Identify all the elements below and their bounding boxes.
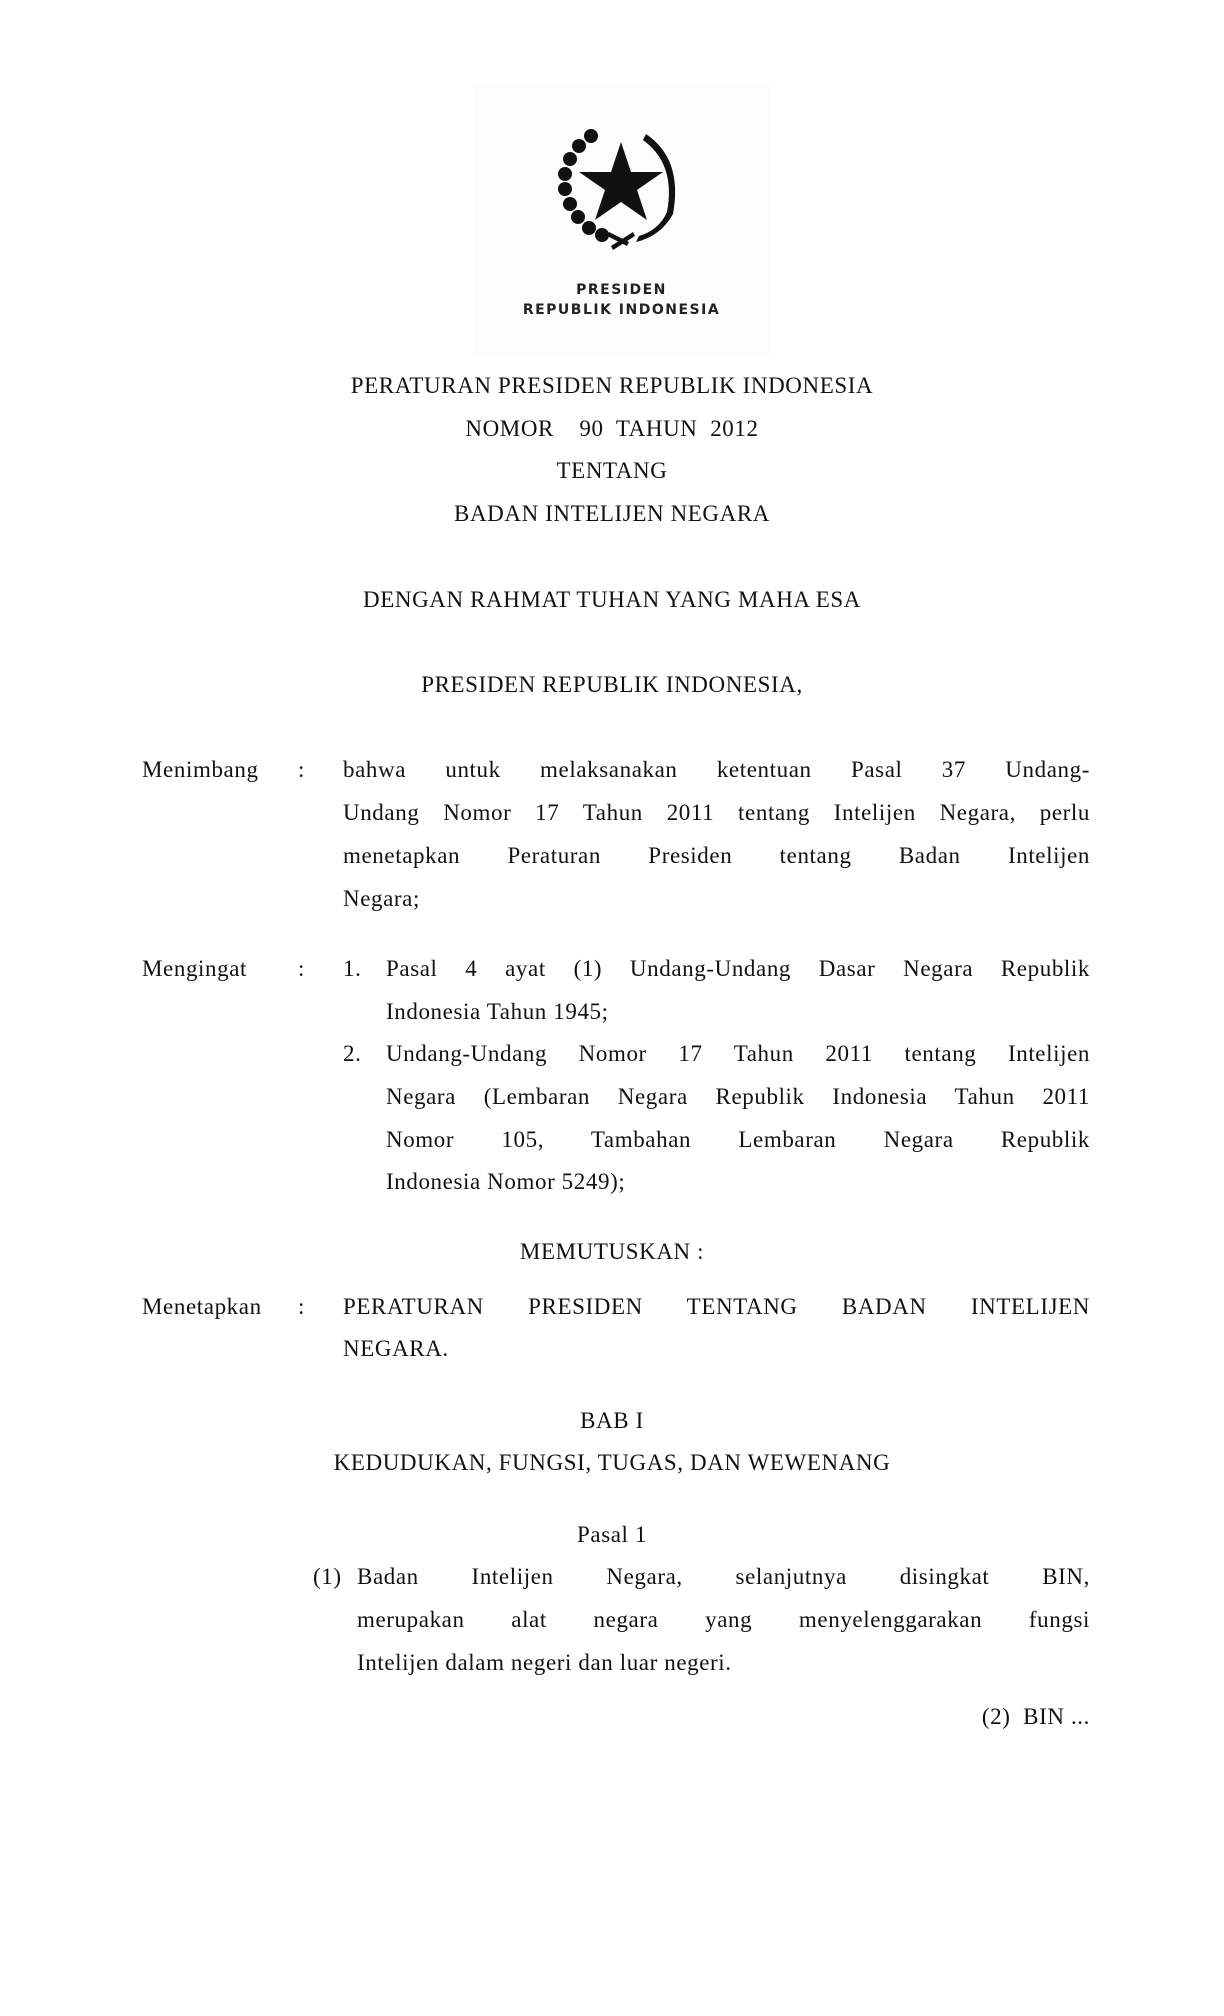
tentang-heading: TENTANG — [556, 458, 668, 483]
mengingat-item-line: Indonesia Tahun 1945; — [386, 999, 609, 1024]
mengingat-item-number: 1. — [343, 956, 362, 981]
menetapkan-line: NEGARA. — [343, 1336, 449, 1361]
mengingat-item-line: Pasal 4 ayat (1) Undang-Undang Dasar Negara Republik — [386, 956, 1090, 981]
menimbang-line: Negara; — [343, 886, 420, 911]
mengingat-item-number: 2. — [343, 1041, 362, 1066]
menetapkan-line: PERATURAN PRESIDEN TENTANG BADAN INTELIJEN — [343, 1294, 1090, 1319]
memutuskan-heading: MEMUTUSKAN : — [519, 1239, 705, 1264]
menetapkan-label: Menetapkan — [142, 1294, 262, 1319]
mengingat-item-line: Nomor 105, Tambahan Lembaran Negara Republik — [386, 1127, 1090, 1152]
bab-subtitle: KEDUDUKAN, FUNGSI, TUGAS, DAN WEWENANG — [333, 1450, 891, 1475]
logo-text-presiden: PRESIDEN — [576, 282, 667, 298]
menimbang-line: menetapkan Peraturan Presiden tentang Badan Intelijen — [343, 843, 1090, 868]
menimbang-label: Menimbang — [142, 757, 259, 782]
regulation-subject: BADAN INTELIJEN NEGARA — [454, 501, 770, 526]
bab-title: BAB I — [580, 1408, 644, 1433]
rahmat-heading: DENGAN RAHMAT TUHAN YANG MAHA ESA — [363, 587, 861, 612]
star-wreath-emblem-icon — [551, 114, 691, 254]
menimbang-line: Undang Nomor 17 Tahun 2011 tentang Intelijen Negara, perlu — [343, 800, 1090, 825]
mengingat-item-line: Negara (Lembaran Negara Republik Indonesia Tahun 2011 — [386, 1084, 1090, 1109]
menetapkan-colon: : — [298, 1294, 305, 1319]
ayat-line: merupakan alat negara yang menyelenggarakan fungsi — [357, 1607, 1090, 1632]
mengingat-item-line: Undang-Undang Nomor 17 Tahun 2011 tentang Intelijen — [386, 1041, 1090, 1066]
president-heading: PRESIDEN REPUBLIK INDONESIA, — [421, 672, 803, 697]
ayat-number: (1) — [313, 1564, 342, 1589]
pasal-title: Pasal 1 — [577, 1522, 647, 1547]
ayat-line: Badan Intelijen Negara, selanjutnya disingkat BIN, — [357, 1564, 1090, 1589]
menimbang-colon: : — [298, 757, 305, 782]
page-continuation: (2) BIN ... — [981, 1704, 1090, 1729]
regulation-title: PERATURAN PRESIDEN REPUBLIK INDONESIA — [350, 373, 874, 398]
mengingat-item-line: Indonesia Nomor 5249); — [386, 1169, 626, 1194]
ayat-line: Intelijen dalam negeri dan luar negeri. — [357, 1650, 732, 1675]
regulation-number: NOMOR 90 TAHUN 2012 — [465, 416, 759, 441]
menimbang-line: bahwa untuk melaksanakan ketentuan Pasal 37 Undang- — [343, 757, 1090, 782]
mengingat-colon: : — [298, 956, 305, 981]
presidential-seal — [473, 84, 770, 356]
mengingat-label: Mengingat — [142, 956, 248, 981]
logo-text-republik: REPUBLIK INDONESIA — [522, 302, 721, 318]
